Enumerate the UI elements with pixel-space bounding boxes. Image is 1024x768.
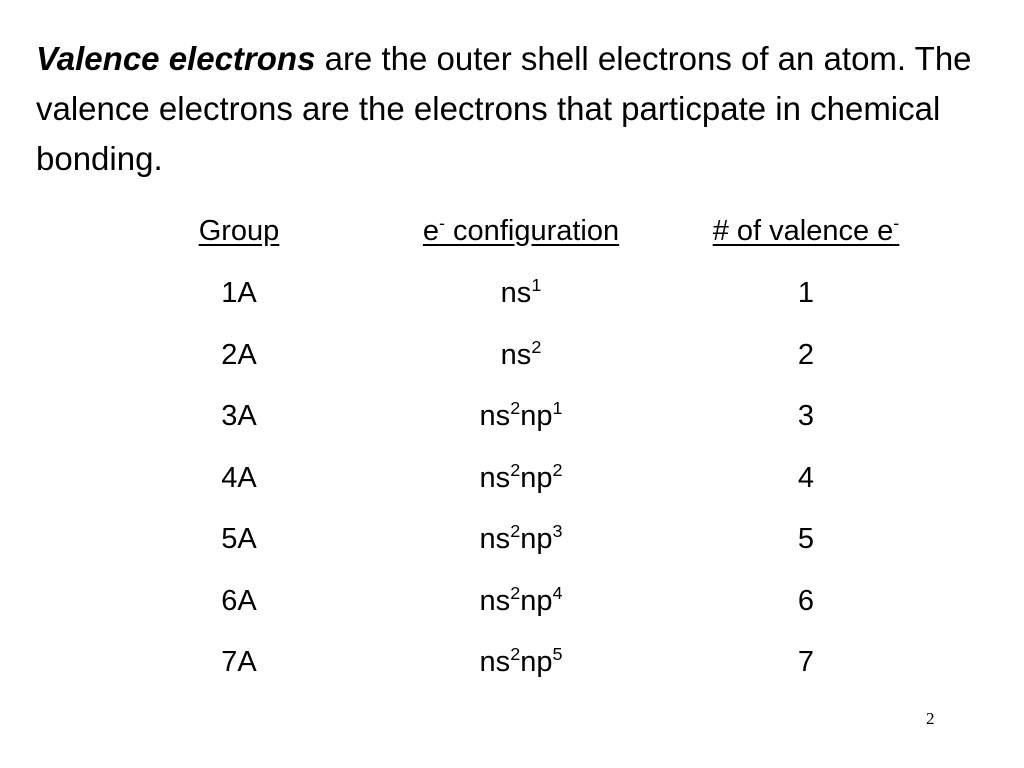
configuration-cell-superscript-1: 2 [510,582,521,603]
configuration-cell-superscript-1: 2 [510,643,521,664]
group-cell: 3A [221,400,257,432]
configuration-cell-superscript-3: 5 [552,643,563,664]
valence-count-cell: 1 [797,277,815,309]
configuration-cell-superscript-3: 1 [552,397,563,418]
configuration-cell [480,584,563,618]
intro-paragraph [36,34,996,184]
configuration-cell [501,276,542,310]
configuration-cell-superscript-1: 2 [510,397,521,418]
column-header-valence-text-0: # of valence e [712,215,894,247]
group-cell: 4A [221,461,257,494]
configuration-cell-superscript-3: 4 [552,582,563,603]
column-header-config-superscript-1: - [439,212,445,233]
column-header-valence [713,214,900,248]
configuration-cell-superscript-1: 1 [531,274,542,295]
valence-count-cell: 4 [797,461,815,494]
configuration-cell-superscript-1: 2 [510,459,521,480]
configuration-cell-text-0: ns [479,400,511,432]
group-cell: 5A [221,523,257,555]
column-header-valence-superscript-1: - [893,212,900,233]
configuration-cell [501,338,542,372]
configuration-cell-text-0: ns [479,461,511,494]
configuration-cell-text-0: ns [479,646,511,678]
valence-count-cell: 3 [797,400,815,432]
intro-text: are the outer shell electrons of an atom. The valence electrons are the electrons that particpate in chemical bonding. [36,40,972,177]
configuration-cell [480,461,563,495]
group-cell: 2A [221,338,257,371]
group-cell: 7A [221,646,257,678]
configuration-cell [480,522,563,556]
valence-count-cell: 7 [797,646,815,678]
configuration-cell-text-2: np [520,461,553,494]
column-header-group [199,214,280,248]
group-cell: 6A [221,584,257,617]
configuration-cell-superscript-3: 2 [552,459,563,480]
valence-count-cell: 6 [797,584,815,617]
configuration-cell-superscript-1: 2 [531,336,542,357]
group-cell: 1A [221,277,257,309]
configuration-cell [480,645,563,679]
valence-count-cell: 2 [797,338,815,371]
configuration-cell-text-0: ns [500,277,532,309]
column-header-config [423,214,619,248]
page-number: 2 [926,709,935,728]
configuration-cell-text-2: np [520,523,553,555]
column-header-group-text-0: Group [198,215,280,247]
intro-term: Valence electrons [36,40,316,77]
configuration-cell [480,399,563,433]
configuration-cell-text-2: np [520,584,553,617]
configuration-cell-text-0: ns [479,523,511,555]
configuration-cell-superscript-1: 2 [510,520,521,541]
valence-count-cell: 5 [797,523,815,555]
configuration-cell-text-2: np [520,646,553,678]
configuration-cell-text-2: np [520,400,553,432]
configuration-cell-text-0: ns [500,338,532,371]
column-header-config-text-0: e [422,215,440,247]
configuration-cell-text-0: ns [479,584,511,617]
column-header-config-text-2: configuration [445,215,620,247]
configuration-cell-superscript-3: 3 [552,520,563,541]
